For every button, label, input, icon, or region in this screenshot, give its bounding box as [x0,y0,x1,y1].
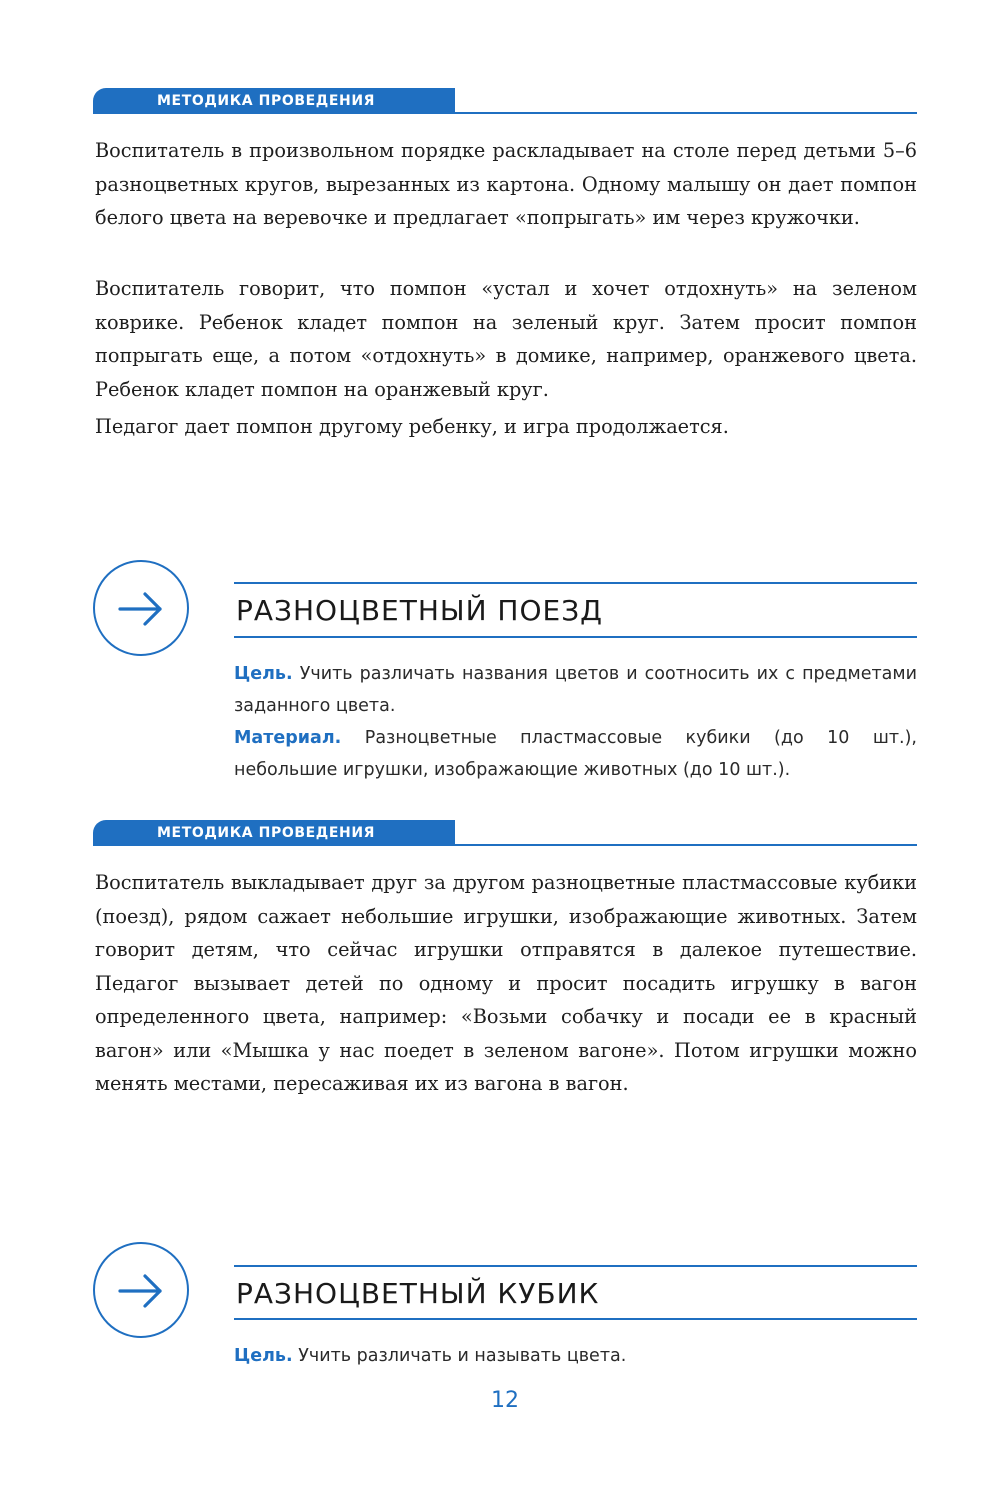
method-paragraph-4: Воспитатель выкладывает друг за другом разноцветные пластмассовые кубики (поезд), рядом сажает небольшие игрушки, изображающие животных. Затем говорит детям, что сейчас игрушки отправятся в далекое путешествие. Педагог вызывает детей по одному и просит посадить игрушку в вагон определенного цвета, например: «Возьми собачку и посади ее в красный вагон» или «Мышка у нас поедет в зеленом вагоне». Потом игрушки можно менять местами, пересаживая их из вагона в вагон. [95,871,917,1095]
game3-arrow-badge [93,1242,189,1338]
arrow-right-icon [118,1274,164,1308]
material-label: Материал. [234,728,342,748]
game3-title: РАЗНОЦВЕТНЫЙ КУБИК [236,1277,600,1310]
method-rule [449,844,917,846]
goal-text: Учить различать названия цветов и соотносить их с предметами заданного цвета. [234,664,917,716]
game3-title-rule-bottom [234,1318,917,1320]
game2-arrow-badge [93,560,189,656]
method-paragraph-3: Педагог дает помпон другому ребенку, и игра продолжается. [95,415,729,438]
game3-title-rule-top [234,1265,917,1267]
method-label: МЕТОДИКА ПРОВЕДЕНИЯ [157,93,376,109]
goal-label: Цель. [234,664,293,684]
method-paragraph-1: Воспитатель в произвольном порядке раскладывает на столе перед детьми 5–6 разноцветных кругов, вырезанных из картона. Одному малышу он дает помпон белого цвета на веревочке и предлагает «попрыгать» им через кружочки. [95,139,917,229]
game2-goal [234,658,917,722]
method-header-2 [93,820,917,846]
game2-title-rule-top [234,582,917,584]
goal-label: Цель. [234,1346,293,1366]
arrow-right-icon [118,592,164,626]
method-label: МЕТОДИКА ПРОВЕДЕНИЯ [157,825,376,841]
material-text: Разноцветные пластмассовые кубики (до 10 шт.), небольшие игрушки, изображающие животных (до 10 шт.). [234,728,917,780]
game2-material [234,722,917,786]
page-number: 12 [491,1388,519,1413]
game3-goal [234,1340,917,1372]
method-rule [449,112,917,114]
goal-text: Учить различать и называть цвета. [298,1346,627,1366]
method-header-1 [93,88,917,114]
game2-title: РАЗНОЦВЕТНЫЙ ПОЕЗД [236,594,604,627]
game2-title-rule-bottom [234,636,917,638]
method-paragraph-2: Воспитатель говорит, что помпон «устал и хочет отдохнуть» на зеленом коврике. Ребенок кладет помпон на зеленый круг. Затем просит помпон попрыгать еще, а потом «отдохнуть» в домике, например, оранжевого цвета. Ребенок кладет помпон на оранжевый круг. [95,277,917,401]
